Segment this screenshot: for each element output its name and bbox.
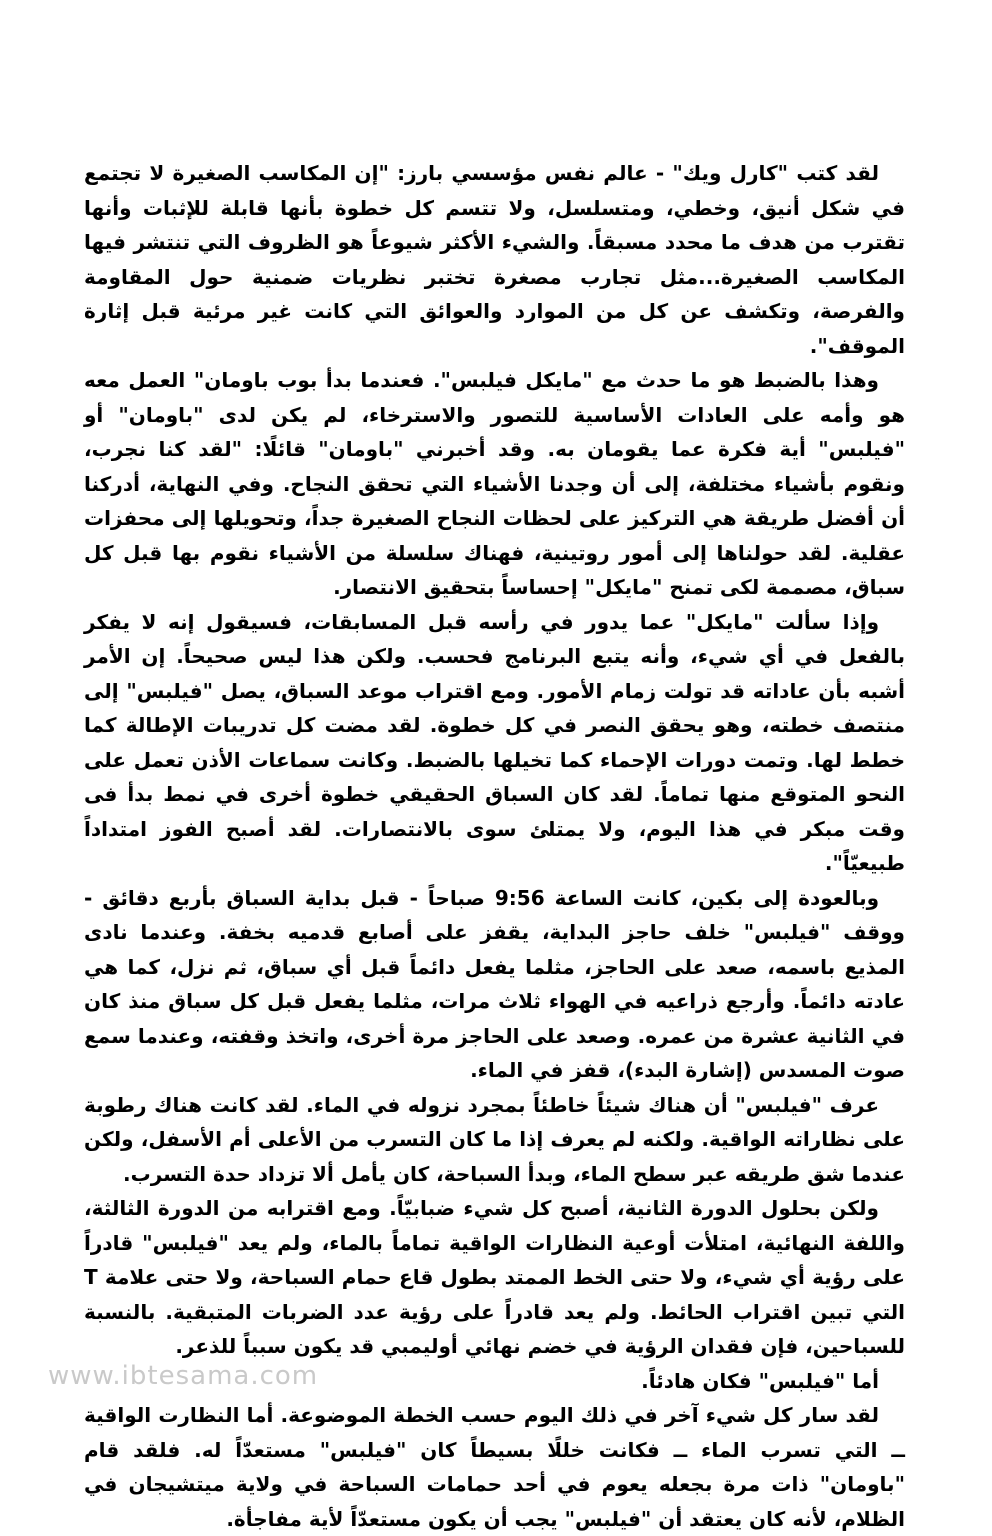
- watermark: www.ibtesama.com: [48, 1361, 319, 1391]
- paragraph-3: وإذا سألت "مايكل" عما يدور في رأسه قبل المسابقات، فسيقول إنه لا يفكر بالفعل في أي شيء، وأنه يتبع البرنامج فحسب. ولكن هذا ليس صحيحاً. إن الأمر أشبه بأن عاداته قد تولت زمام الأمور. ومع اقتراب موعد السباق، يصل "فيلبس" إلى منتصف خطته، وهو يحقق النصر في كل خطوة. لقد مضت كل تدريبات الإطالة كما خطط لها. وتمت دورات الإحماء كما تخيلها بالضبط. وكانت سماعات الأذن تعمل على النحو المتوقع منها تماماً. لقد كان السباق الحقيقي خطوة أخرى في نمط بدأ فى وقت مبكر في هذا اليوم، ولا يمتلئ سوى بالانتصارات. لقد أصبح الفوز امتداداً طبيعيّاً".: [84, 609, 905, 875]
- paragraph-6: ولكن بحلول الدورة الثانية، أصبح كل شيء ضبابيّاً. ومع اقترابه من الدورة الثالثة، واللفة النهائية، امتلأت أوعية النظارات الواقية تماماً بالماء، ولم يعد "فيلبس" قادراً على رؤية أي شيء، ولا حتى الخط الممتد بطول قاع حمام السباحة، ولا حتى علامة T التي تبين اقتراب الحائط. ولم يعد قادراً على رؤية عدد الضربات المتبقية. بالنسبة للسباحين، فإن فقدان الرؤية في خضم نهائي أوليمبي قد يكون سبباً للذعر.: [84, 1196, 905, 1358]
- paragraph-4: وبالعودة إلى بكين، كانت الساعة 9:56 صباحاً - قبل بداية السباق بأربع دقائق - ووقف "فيلبس" خلف حاجز البداية، يقفز على أصابع قدميه بخفة. وعندما نادى المذيع باسمه، صعد على الحاجز، مثلما يفعل دائماً قبل أي سباق، ثم نزل، كما هي عادته دائماً. وأرجع ذراعيه في الهواء ثلاث مرات، مثلما يفعل قبل كل سباق منذ كان في الثانية عشرة من عمره. وصعد على الحاجز مرة أخرى، واتخذ وقفته، وعندما سمع صوت المسدس (إشارة البدء)، قفز في الماء.: [84, 885, 905, 1082]
- paragraph-5: عرف "فيلبس" أن هناك شيئاً خاطئاً بمجرد نزوله في الماء. لقد كانت هناك رطوبة على نظاراته الواقية. ولكنه لم يعرف إذا ما كان التسرب من الأعلى أم الأسفل، ولكن عندما شق طريقه عبر سطح الماء، وبدأ السباحة، كان يأمل ألا تزداد حدة التسرب.: [84, 1092, 905, 1186]
- paragraph-8: لقد سار كل شيء آخر في ذلك اليوم حسب الخطة الموضوعة. أما النظارت الواقية ــ التي تسرب الماء ــ فكانت خللًا بسيطاً كان "فيلبس" مستعدّاً له. فلقد قام "باومان" ذات مرة بجعله يعوم في أحد حمامات السباحة في ولاية ميتشيجان في الظلام، لأنه كان يعتقد أن "فيلبس" يجب أن يكون مستعدّاً لأية مفاجأة.: [84, 1403, 905, 1531]
- paragraph-7: أما "فيلبس" فكان هادئاً.: [641, 1368, 879, 1393]
- page-content: [84, 156, 905, 1536]
- paragraph-2: وهذا بالضبط هو ما حدث مع "مايكل فيلبس". فعندما بدأ بوب باومان" العمل معه هو وأمه على العادات الأساسية للتصور والاسترخاء، لم يكن لدى "باومان" أو "فيلبس" أية فكرة عما يقومان به. وقد أخبرني "باومان" قائلًا: "لقد كنا نجرب، ونقوم بأشياء مختلفة، إلى أن وجدنا الأشياء التي تحقق النجاح. وفي النهاية، أدركنا أن أفضل طريقة هي التركيز على لحظات النجاح الصغيرة جداً، وتحويلها إلى محفزات عقلية. لقد حولناها إلى أمور روتينية، فهناك سلسلة من الأشياء نقوم بها قبل كل سباق، مصممة لكى تمنح "مايكل" إحساساً بتحقيق الانتصار.: [84, 368, 905, 599]
- paragraph-1: لقد كتب "كارل ويك" - عالم نفس مؤسسي بارز: "إن المكاسب الصغيرة لا تجتمع في شكل أنيق، وخطي، ومتسلسل، ولا تتسم كل خطوة بأنها قابلة للإثبات وأنها تقترب من هدف ما محدد مسبقاً. والشيء الأكثر شيوعاً هو الظروف التي تنتشر فيها المكاسب الصغيرة...مثل تجارب مصغرة تختبر نظريات ضمنية حول المقاومة والفرصة، وتكشف عن كل من الموارد والعوائق التي كانت غير مرئية قبل إثارة الموقف".: [84, 161, 905, 358]
